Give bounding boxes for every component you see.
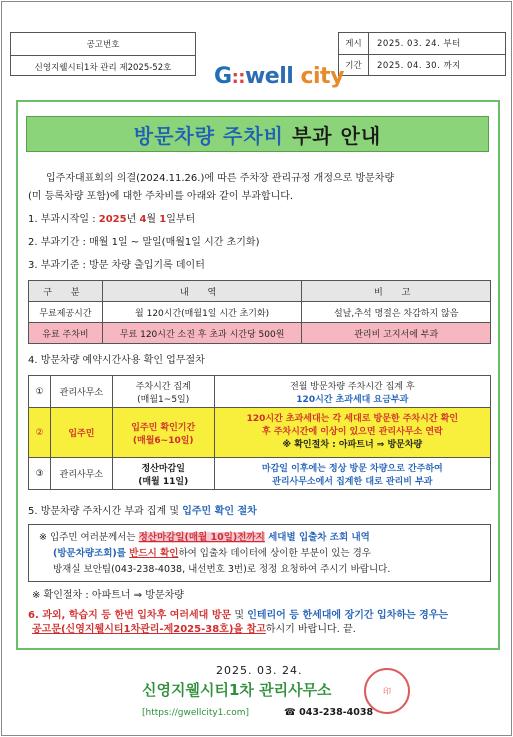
footer-url[interactable]: [https://gwellcity1.com] <box>142 708 250 718</box>
item-4-procedure: 4. 방문차량 예약시간사용 확인 업무절차 <box>28 355 205 366</box>
footer-phone: ☎ 043-238-4038 <box>284 707 374 718</box>
table-row: ② 입주민 입주민 확인기간 (매월6~10일) 120시간 초과세대는 각 세대로 방문한 주차시간 확인 후 주차시간에 이상이 있으면 관리사무소 연락 ※ 확인절차 : 아파트너 ⇒ 방문차량 <box>29 408 491 458</box>
item-3-criteria: 3. 부과기준 : 방문 차량 출입기록 데이터 <box>28 260 205 271</box>
notice-number-box <box>10 32 196 76</box>
posting-label-2: 기간 <box>339 54 368 75</box>
notice-page <box>1 1 512 736</box>
item-2-period: 2. 부과기간 : 매월 1일 ~ 말일(매월1일 시간 초기화) <box>28 237 260 248</box>
item-6-reference: 6. 과외, 학습지 등 한번 입차후 여러세대 방문 및 인테리어 등 한세대에 장기간 입차하는 경우는 공고문(신영지웰시티1차관리-제2025-38호)을 참고하시기 바랍니다. 끝. <box>28 610 449 635</box>
posting-end: 2025. 04. 30. 까지 <box>369 54 505 75</box>
fee-header-detail: 내 역 <box>102 281 302 302</box>
fee-header-remark: 비 고 <box>302 281 491 302</box>
procedure-table <box>28 375 491 490</box>
resident-check-note: ※ 입주민 여러분께서는 정산마감일(매월 10일)전까지 세대별 입출차 조회 내역 (방문차량조회)를 반드시 확인하여 입출차 데이터에 상이한 부분이 있는 경우 방재실 보안팀(043-238-4038, 내선번호 3번)로 정정 요청하여 주시기 바랍니다. <box>28 524 491 582</box>
table-row: 무료제공시간 월 120시간(매월1일 시간 초기화) 설날,추석 명절은 차감하지 않음 <box>29 302 491 323</box>
posting-period-box <box>338 32 506 76</box>
table-row: 유료 주차비 무료 120시간 소진 후 초과 시간당 500원 관리비 고지서에 부과 <box>29 323 491 344</box>
table-row: ① 관리사무소 주차시간 집계 (매월1~5일) 전월 방문차량 주차시간 집계 후 120시간 초과세대 요금부과 <box>29 376 491 408</box>
footer-date: 2025. 03. 24. <box>216 664 303 677</box>
official-seal-stamp: 印 <box>364 668 410 714</box>
posting-start: 2025. 03. 24. 부터 <box>377 39 461 50</box>
footer-org: 신영지웰시티1차 관리사무소 <box>142 681 332 699</box>
confirm-procedure: ※ 확인절차 : 아파트너 ⇒ 방문차량 <box>32 590 184 601</box>
table-row: ③ 관리사무소 정산마감일 (매월 11일) 마감일 이후에는 정상 방문 차량으로 간주하여 관리사무소에서 집계한 대로 관리비 부과 <box>29 458 491 490</box>
posting-label-1: 게시 <box>345 39 362 50</box>
fee-header-category: 구 분 <box>29 281 103 302</box>
item-5-heading: 5. 방문차량 주차시간 부과 집계 및 입주민 확인 절차 <box>28 506 257 517</box>
fee-table-header <box>29 281 491 302</box>
intro-line-2: (미 등록차량 포함)에 대한 주차비를 아래와 같이 부과합니다. <box>28 191 294 202</box>
notice-number-value: 신영지웰시티1차 관리 제2025-52호 <box>11 55 195 77</box>
notice-number-label: 공고번호 <box>86 40 120 50</box>
intro-line-1: 입주자대표회의 의결(2024.11.26.)에 따른 주차장 관리규정 개정으로 방문차량 <box>46 173 395 184</box>
gwell-city-logo: G::well city <box>214 64 344 89</box>
fee-table <box>28 280 491 344</box>
page-title: 방문차량 주차비 부과 안내 <box>26 116 489 152</box>
item-1-start-date: 1. 부과시작일 : 2025년 4월 1일부터 <box>28 214 196 225</box>
